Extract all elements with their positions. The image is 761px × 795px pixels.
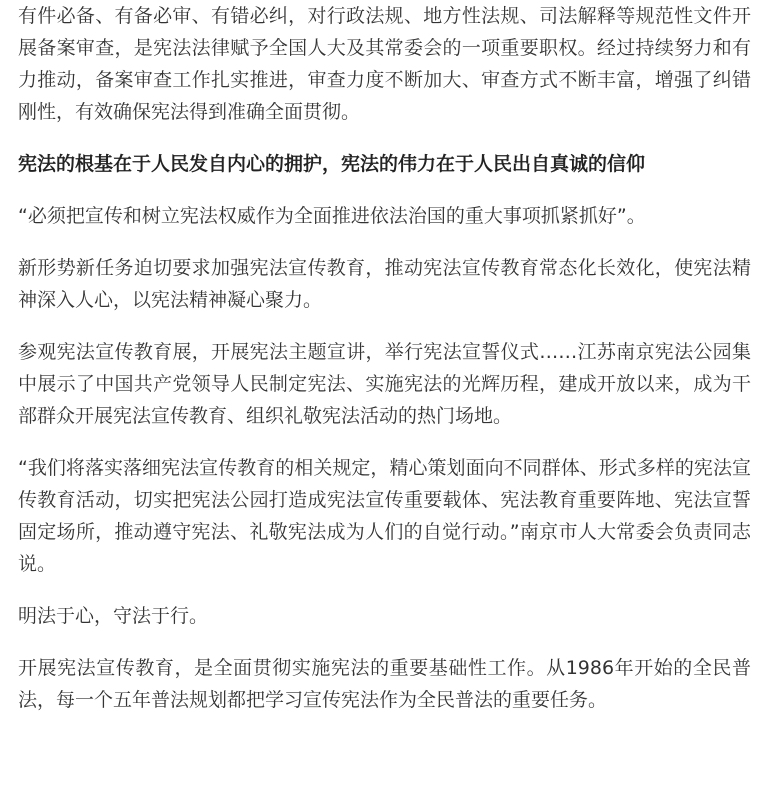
paragraph-quote: “必须把宣传和树立宪法权威作为全面推进依法治国的重大事项抓紧抓好”。 — [18, 205, 646, 227]
paragraph-new-tasks: 新形势新任务迫切要求加强宪法宣传教育，推动宪法宣传教育常态化长效化，使宪法精神深入人心，以宪法精神凝心聚力。 — [18, 257, 751, 311]
paragraph-nanjing-park: 参观宪法宣传教育展，开展宪法主题宣讲，举行宪法宣誓仪式……江苏南京宪法公园集中展示了中国共产党领导人民制定宪法、实施宪法的光辉历程，建成开放以来，成为干部群众开展宪法宣传教育、组织礼敬宪法活动的热门场地。 — [18, 341, 751, 427]
paragraph-filing-review: 有件必备、有备必审、有错必纠，对行政法规、地方性法规、司法解释等规范性文件开展备案审查，是宪法法律赋予全国人大及其常委会的一项重要职权。经过持续努力和有力推动，备案审查工作扎实推进，审查力度不断加大、审查方式不断丰富，增强了纠错刚性，有效确保宪法得到准确全面贯彻。 — [18, 5, 751, 123]
section-heading: 宪法的根基在于人民发自内心的拥护，宪法的伟力在于人民出自真诚的信仰 — [18, 153, 646, 175]
paragraph-legal-education: 开展宪法宣传教育，是全面贯彻实施宪法的重要基础性工作。从1986年开始的全民普法，每一个五年普法规划都把学习宣传宪法作为全民普法的重要任务。 — [18, 657, 751, 711]
paragraph-official-statement: “我们将落实落细宪法宣传教育的相关规定，精心策划面向不同群体、形式多样的宪法宣传教育活动，切实把宪法公园打造成宪法宣传重要载体、宪法教育重要阵地、宪法宣誓固定场所，推动遵守宪法、礼敬宪法成为人们的自觉行动。”南京市人大常委会负责同志说。 — [18, 457, 751, 575]
paragraph-motto: 明法于心，守法于行。 — [18, 605, 209, 627]
